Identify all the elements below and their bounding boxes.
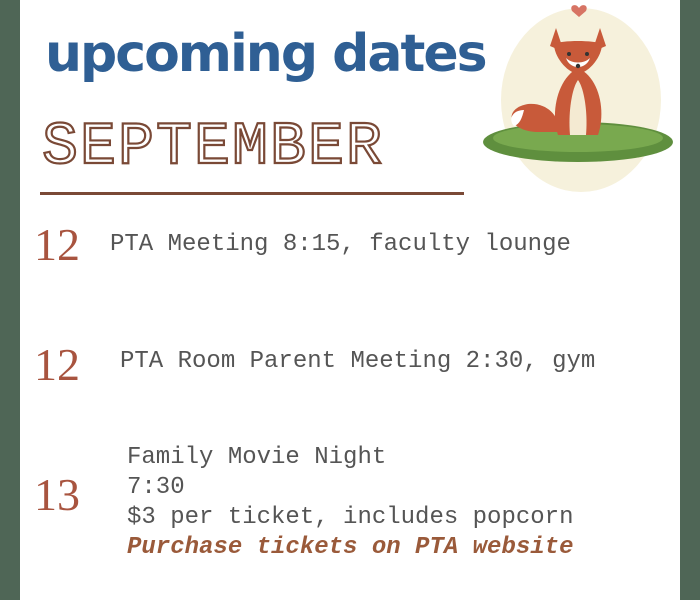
event-line: 7:30 bbox=[127, 474, 185, 501]
event-line: $3 per ticket, includes popcorn bbox=[127, 504, 574, 531]
fox-icon bbox=[466, 0, 680, 195]
flyer-page bbox=[20, 0, 680, 600]
event-date: 12 bbox=[34, 339, 80, 390]
page-title: upcoming dates bbox=[45, 24, 486, 84]
month-heading: SEPTEMBER bbox=[42, 114, 385, 182]
purchase-tickets-link[interactable]: Purchase tickets on PTA website bbox=[127, 534, 574, 561]
heading-underline bbox=[40, 192, 464, 195]
event-date: 13 bbox=[34, 469, 80, 520]
event-line: PTA Meeting 8:15, faculty lounge bbox=[110, 231, 571, 258]
event-line: PTA Room Parent Meeting 2:30, gym bbox=[120, 348, 596, 375]
event-line: Family Movie Night bbox=[127, 444, 387, 471]
event-date: 12 bbox=[34, 219, 80, 270]
